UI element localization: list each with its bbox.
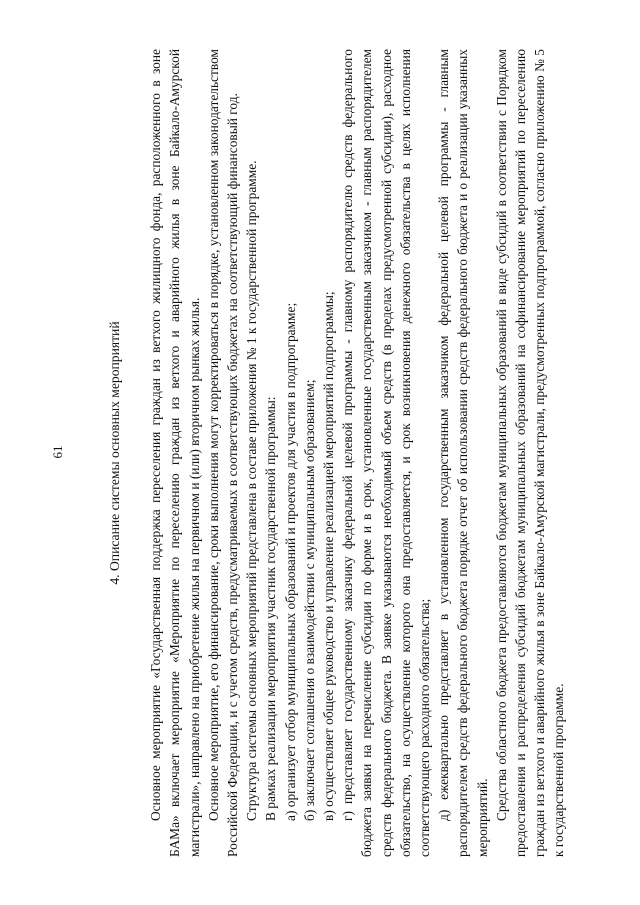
list-item-g: г) представляет государственному заказчику федеральной целевой программы - главному распорядителю средств федерального бюджета заявки на перечисление субсидии по форме и в срок, установленные государственным заказчиком - главным распорядителем средств федерального бюджета. В заявке указываются необходимый объем средств (в пределах предусмотренной субсидии), расходное обязательство, на осуществление которого она предоставляется, и срок возникновения денежного обязательства в целях исполнения соответствующего расходного обязательства;: [340, 49, 433, 857]
paragraph-financing: Основное мероприятие, его финансирование, сроки выполнения могут корректироваться в порядке, установленном законодательством Российской Федерации, и с учетом средств, предусматриваемых в соответствующих бюджетах на соответствующий финансовый год.: [205, 49, 241, 857]
list-item-d: д) ежеквартально представляет в установленном государственным заказчиком федеральной целевой программы - главным распорядителем средств федерального бюджета порядке отчет об использовании средств федерального бюджета и о реализации указанных мероприятий.: [436, 49, 490, 857]
page-number: 61: [50, 445, 65, 459]
paragraph-regional-budget: Средства областного бюджета предоставляются бюджетам муниципальных образований в виде субсидий в соответствии с Порядком предоставления и распределения субсидий бюджетам муниципальных образований на софинансирование мероприятий по переселению граждан из ветхого и аварийного жилья в зоне Байкало-Амурской магистрали, предусмотренных подпрограммой, согласно приложению № 5 к государственной программе.: [493, 49, 567, 857]
list-item-v: в) осуществляет общее руководство и управление реализацией мероприятий подпрограммы;: [321, 291, 337, 821]
document-body: [105, 43, 575, 863]
paragraph-main-activity: Основное мероприятие «Государственная поддержка переселения граждан из ветхого жилищного фонда, расположенного в зоне БАМа» включает мероприятие «Мероприятие по переселению граждан из ветхого и аварийного жилья в зоне Байкало-Амурской магистрали», направлено на приобретение жилья на первичном и (или) вторичном рынках жилья.: [148, 49, 202, 857]
list-item-b: б) заключает соглашения о взаимодействии с муниципальным образованием;: [301, 379, 317, 821]
paragraph-structure: Структура системы основных мероприятий представлена в составе приложения № 1 к государственной программе.: [244, 160, 260, 821]
list-item-a: а) организует отбор муниципальных образований и проектов для участия в подпрограмме;: [282, 302, 298, 821]
paragraph-participant-intro: В рамках реализации мероприятия участник государственной программы:: [263, 396, 279, 821]
section-heading: 4. Описание системы основных мероприятий: [107, 321, 122, 585]
